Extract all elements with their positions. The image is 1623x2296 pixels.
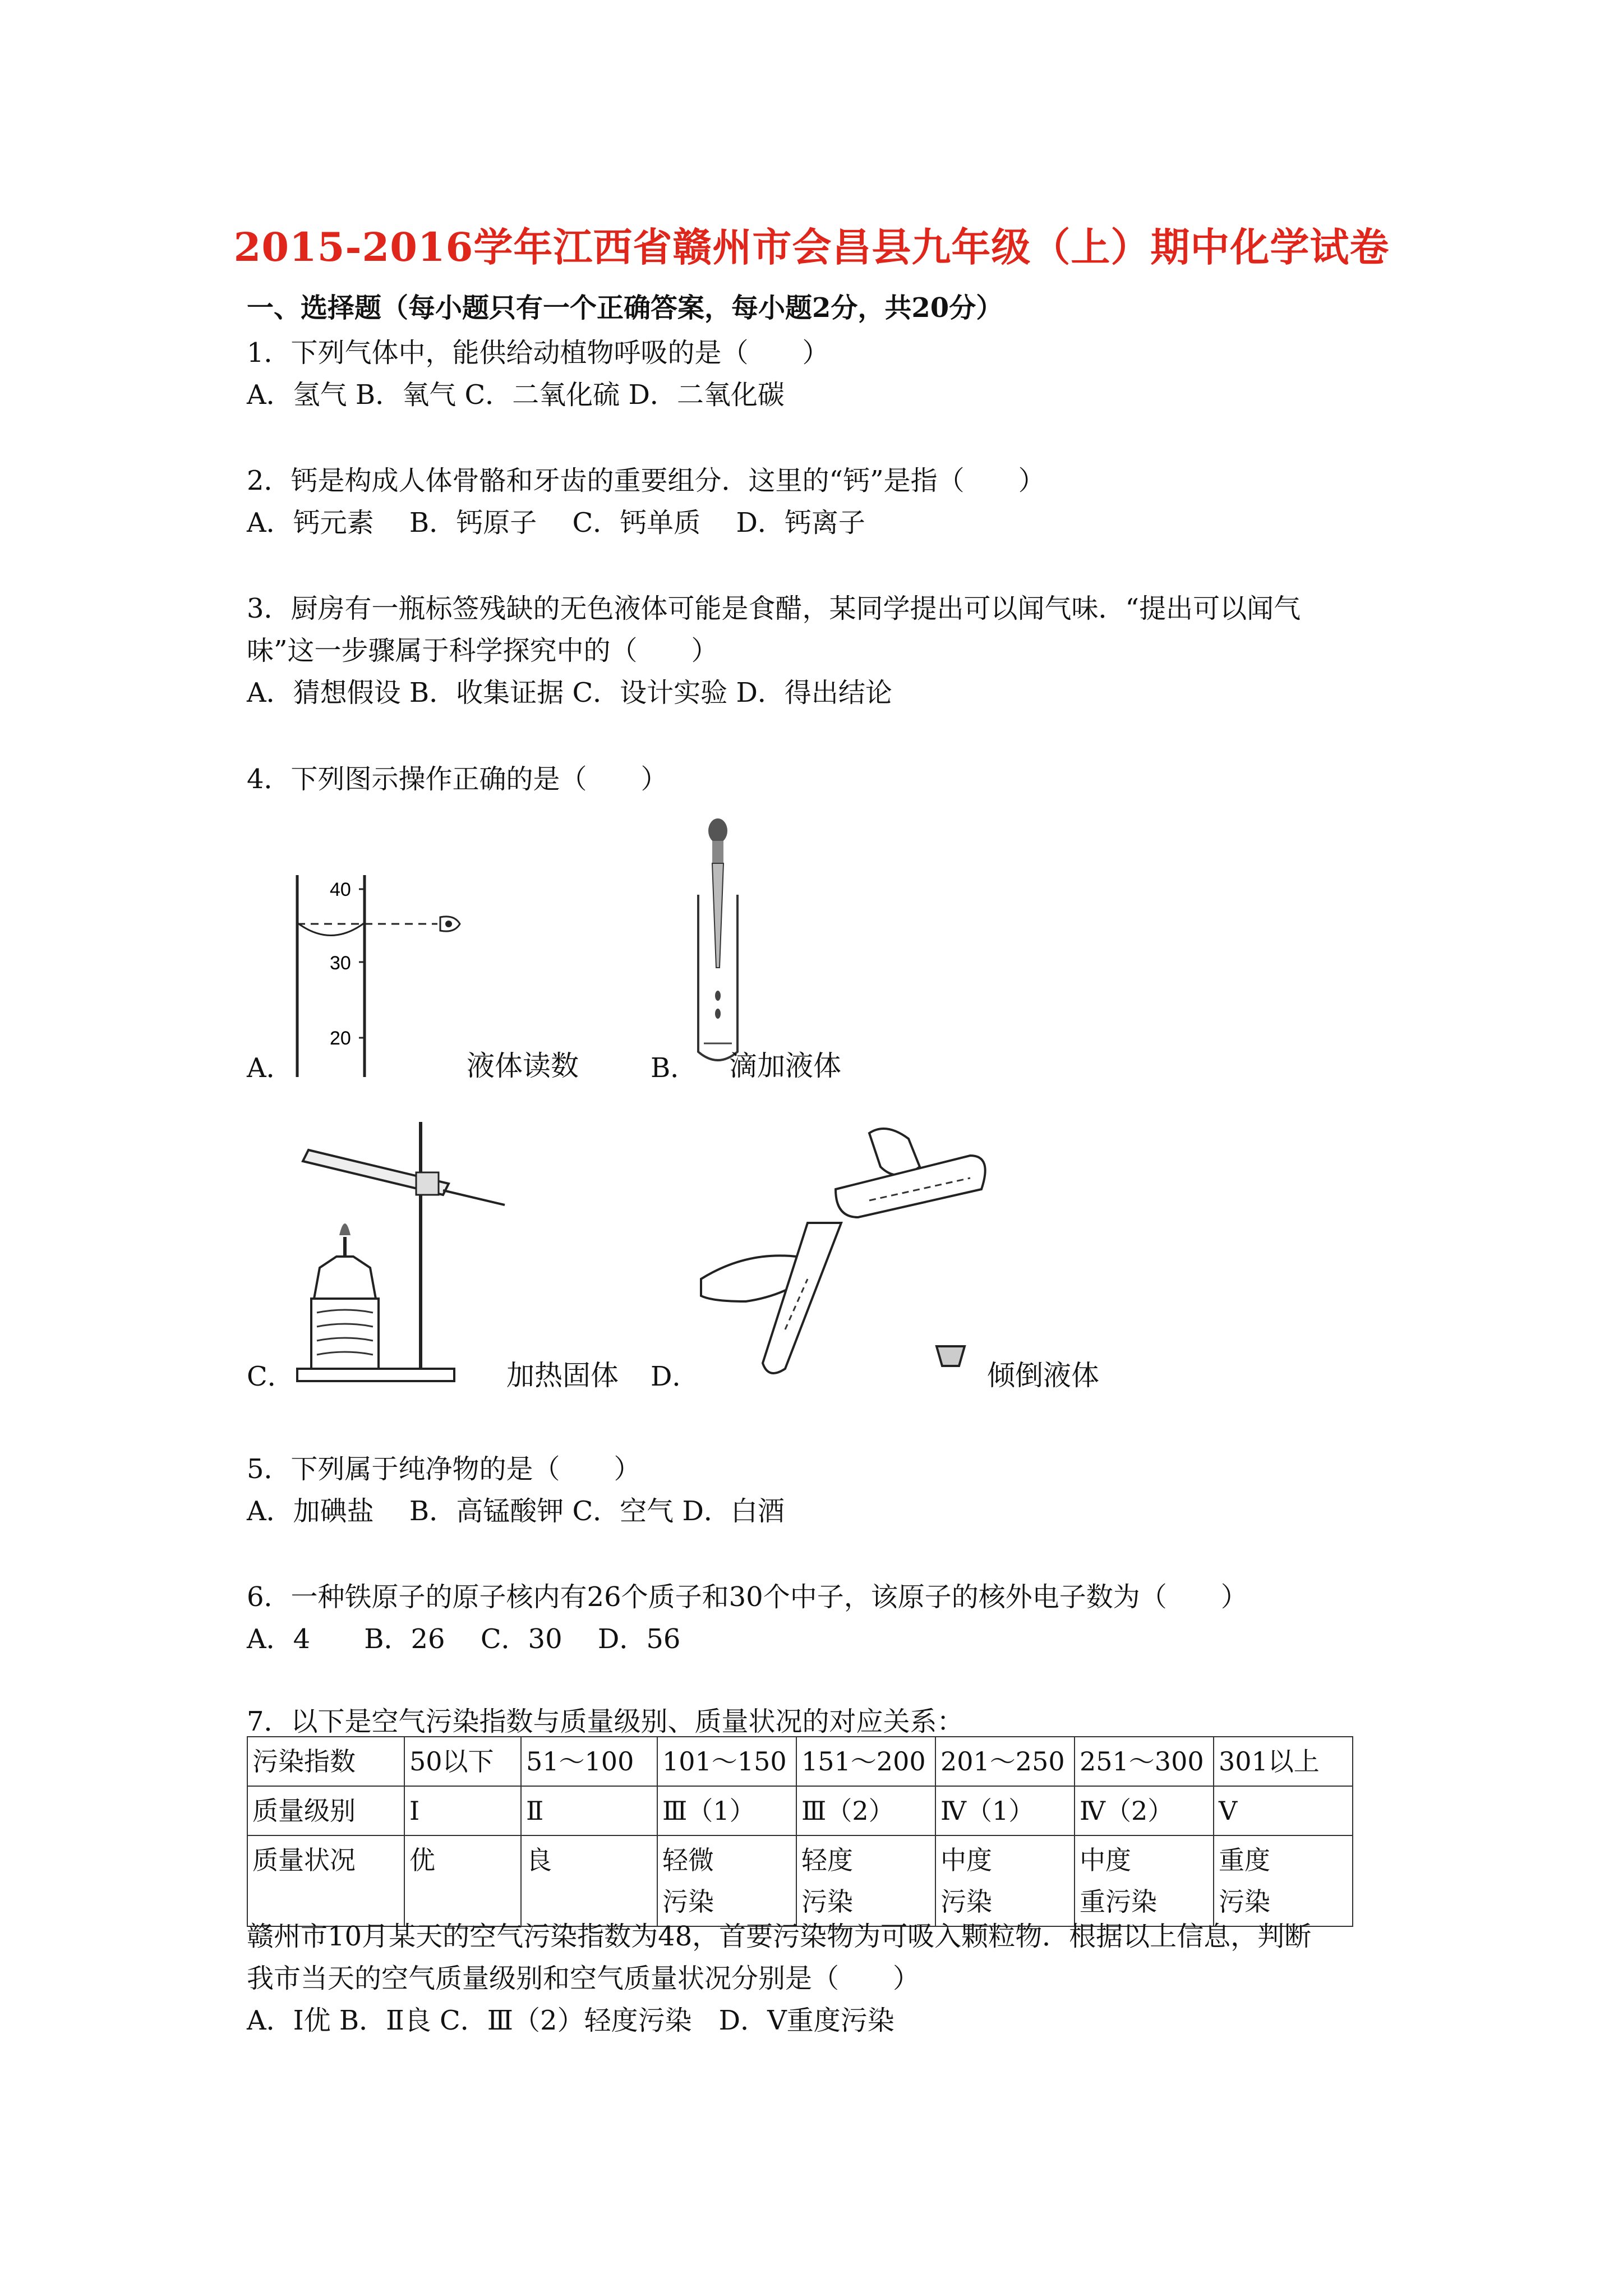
question-7-stem: 7．以下是空气污染指数与质量级别、质量状况的对应关系： bbox=[247, 1706, 964, 1737]
question-6-options: A．4 B．26 C．30 D．56 bbox=[247, 1623, 681, 1655]
table-cell: 重度 污染 bbox=[1214, 1835, 1353, 1926]
table-cell: 251～300 bbox=[1075, 1737, 1214, 1786]
table-cell: 201～250 bbox=[935, 1737, 1075, 1786]
table-cell: Ⅳ（1） bbox=[935, 1786, 1075, 1835]
cylinder-tick-30: 30 bbox=[330, 953, 351, 974]
table-cell: 301以上 bbox=[1214, 1737, 1353, 1786]
question-5-options: A．加碘盐 B．高锰酸钾 C．空气 D．白酒 bbox=[247, 1496, 785, 1527]
table-cell: Ⅳ（2） bbox=[1075, 1786, 1214, 1835]
table-cell: 151～200 bbox=[796, 1737, 935, 1786]
cylinder-reading-figure bbox=[280, 864, 482, 1083]
table-cell: 质量级别 bbox=[247, 1786, 404, 1835]
cylinder-tick-20: 20 bbox=[330, 1028, 351, 1049]
cylinder-tick-40: 40 bbox=[330, 879, 351, 900]
table-cell: 质量状况 bbox=[247, 1835, 404, 1926]
question-3-options: A．猜想假设 B．收集证据 C．设计实验 D．得出结论 bbox=[247, 677, 892, 708]
section-heading: 一、选择题（每小题只有一个正确答案，每小题2分，共20分） bbox=[247, 292, 1003, 324]
figure-b-caption: 滴加液体 bbox=[729, 1050, 841, 1082]
pouring-liquid-figure bbox=[701, 1116, 1060, 1380]
table-cell: 轻度 污染 bbox=[796, 1835, 935, 1926]
table-cell: 101～150 bbox=[657, 1737, 796, 1786]
bottle-stopper-icon bbox=[937, 1346, 965, 1366]
question-7-context-line2: 我市当天的空气质量级别和空气质量状况分别是（ ） bbox=[247, 1963, 920, 1994]
table-row bbox=[247, 1737, 1353, 1786]
figure-c-label: C． bbox=[247, 1361, 294, 1392]
figure-d-caption: 倾倒液体 bbox=[987, 1359, 1099, 1392]
table-cell: 优 bbox=[404, 1835, 521, 1926]
table-cell: 良 bbox=[521, 1835, 657, 1926]
table-cell: 轻微 污染 bbox=[657, 1835, 796, 1926]
figure-a-label: A． bbox=[247, 1052, 293, 1084]
question-2-stem: 2．钙是构成人体骨骼和牙齿的重要组分．这里的“钙”是指（ ） bbox=[247, 465, 1045, 496]
figure-b-label: B． bbox=[651, 1052, 698, 1084]
question-7-options: A．Ⅰ优 B．Ⅱ良 C．Ⅲ（2）轻度污染 D．Ⅴ重度污染 bbox=[247, 2005, 895, 2036]
table-cell: 50以下 bbox=[404, 1737, 521, 1786]
exam-title: 2015-2016学年江西省赣州市会昌县九年级（上）期中化学试卷 bbox=[233, 224, 1390, 270]
question-4-stem: 4．下列图示操作正确的是（ ） bbox=[247, 763, 668, 795]
table-cell: Ⅰ bbox=[404, 1786, 521, 1835]
table-cell: Ⅲ（1） bbox=[657, 1786, 796, 1835]
table-cell: Ⅴ bbox=[1214, 1786, 1353, 1835]
question-2-options: A．钙元素 B．钙原子 C．钙单质 D．钙离子 bbox=[247, 507, 865, 539]
heating-solid-figure bbox=[286, 1105, 522, 1386]
air-quality-table bbox=[247, 1736, 1353, 1927]
question-1-options: A．氢气 B．氧气 C．二氧化硫 D．二氧化碳 bbox=[247, 379, 785, 411]
question-3-stem-line1: 3．厨房有一瓶标签残缺的无色液体可能是食醋，某同学提出可以闻气味．“提出可以闻气 bbox=[247, 593, 1301, 624]
question-1-stem: 1．下列气体中，能供给动植物呼吸的是（ ） bbox=[247, 337, 829, 369]
figure-a-caption: 液体读数 bbox=[467, 1050, 579, 1082]
figure-c-caption: 加热固体 bbox=[506, 1359, 619, 1392]
table-cell: 中度 污染 bbox=[935, 1835, 1075, 1926]
question-7-context-line1: 赣州市10月某天的空气污染指数为48，首要污染物为可吸入颗粒物．根据以上信息，判断 bbox=[247, 1921, 1312, 1952]
table-row bbox=[247, 1835, 1353, 1926]
table-cell: Ⅱ bbox=[521, 1786, 657, 1835]
dropper-figure bbox=[687, 816, 749, 1069]
question-5-stem: 5．下列属于纯净物的是（ ） bbox=[247, 1453, 641, 1485]
question-3-stem-line2: 味”这一步骤属于科学探究中的（ ） bbox=[247, 635, 718, 666]
table-row bbox=[247, 1786, 1353, 1835]
question-6-stem: 6．一种铁原子的原子核内有26个质子和30个中子，该原子的核外电子数为（ ） bbox=[247, 1581, 1248, 1613]
table-cell: 中度 重污染 bbox=[1075, 1835, 1214, 1926]
table-cell: 污染指数 bbox=[247, 1737, 404, 1786]
table-cell: 51～100 bbox=[521, 1737, 657, 1786]
figure-d-label: D． bbox=[651, 1361, 699, 1392]
table-cell: Ⅲ（2） bbox=[796, 1786, 935, 1835]
